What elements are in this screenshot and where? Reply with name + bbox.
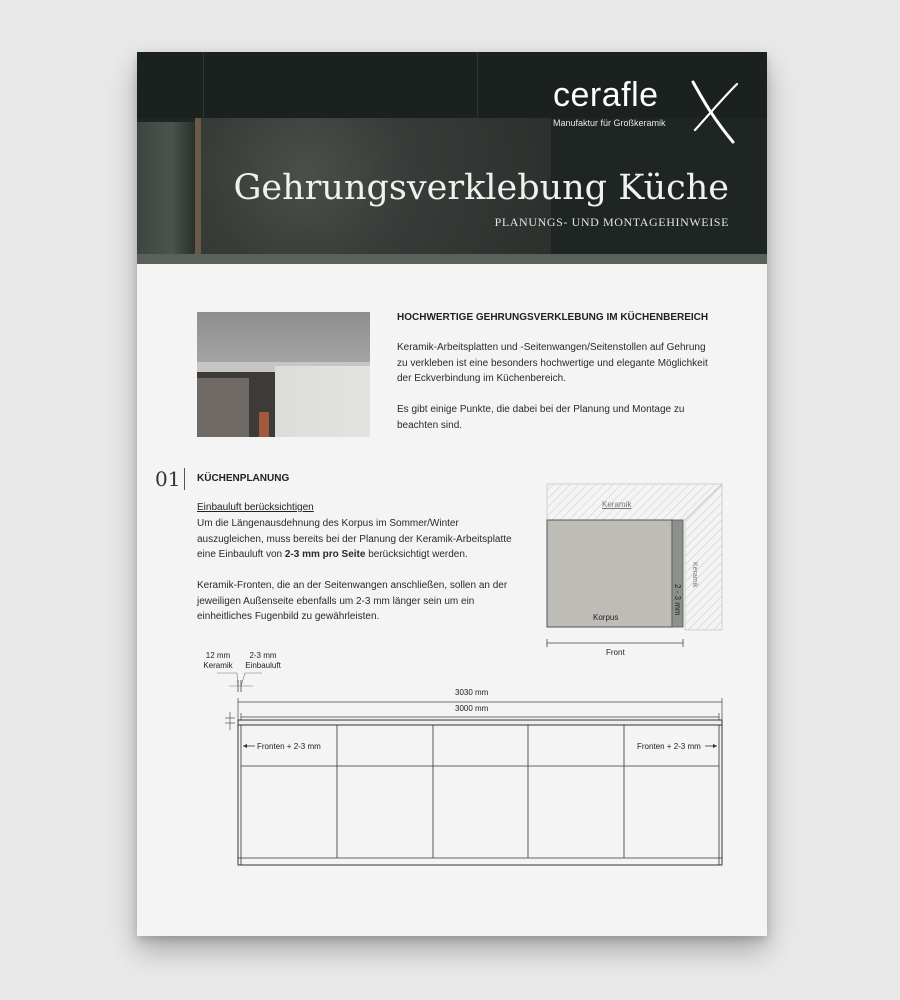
outer-width-label: 3030 mm bbox=[455, 688, 489, 697]
fronten-left-label: Fronten + 2-3 mm bbox=[257, 742, 321, 751]
keramik-thickness-caption: Keramik bbox=[203, 661, 233, 670]
brochure-page bbox=[137, 52, 767, 936]
ceramic-label-top: Keramik bbox=[602, 500, 632, 509]
korpus-label: Korpus bbox=[593, 613, 619, 622]
paragraph-text: Um die Längenausdehnung des Korpus im Sommer/Winter auszugleichen, muss bereits bei der Planung der Keramik-Arbeitsplatte eine Einbauluft von bbox=[197, 518, 512, 560]
front-label: Front bbox=[606, 648, 625, 657]
intro-paragraph: Es gibt einige Punkte, die dabei bei der Planung und Montage zu beachten sind. bbox=[397, 404, 685, 431]
intro-heading: HOCHWERTIGE GEHRUNGSVERKLEBUNG IM KÜCHENBEREICH bbox=[397, 312, 709, 323]
ceramic-label-side: Keramik bbox=[691, 562, 698, 588]
keramik-thickness-value: 12 mm bbox=[205, 651, 231, 660]
page-title: Gehrungsverklebung Küche bbox=[233, 168, 729, 208]
fronten-right-label: Fronten + 2-3 mm bbox=[637, 742, 701, 751]
section-number: 01 bbox=[155, 467, 181, 491]
kitchen-elevation-diagram bbox=[137, 52, 767, 936]
section-title: KÜCHENPLANUNG bbox=[197, 473, 290, 484]
worktop bbox=[238, 720, 722, 725]
einbauluft-caption: Einbauluft bbox=[245, 661, 281, 670]
einbauluft-value: 2-3 mm bbox=[249, 651, 277, 660]
section-paragraph: Keramik-Fronten, die an der Seitenwangen anschließen, sollen an der jeweiligen Außenseite ebenfalls um 2-3 mm länger sein um ein einheitliches Fugenbild zu gewährleisten. bbox=[197, 580, 508, 622]
inner-width-label: 3000 mm bbox=[455, 704, 489, 713]
paragraph-text: berücksichtigt werden. bbox=[365, 549, 468, 560]
gap-label: 2 - 3 mm bbox=[673, 584, 682, 616]
page-subtitle: PLANUNGS- UND MONTAGEHINWEISE bbox=[494, 215, 729, 229]
brand-tagline: Manufaktur für Großkeramik bbox=[553, 118, 666, 128]
brand-logo-wordmark: cerafle bbox=[553, 76, 659, 114]
paragraph-emphasis: 2-3 mm pro Seite bbox=[284, 549, 366, 560]
section-subheading: Einbauluft berücksichtigen bbox=[197, 502, 314, 513]
intro-paragraph: Keramik-Arbeitsplatten und -Seitenwangen/Seitenstollen auf Gehrung zu verkleben ist eine besonders hochwertige und elegante Möglichkeit der Eckverbindung im Küchenbereich. bbox=[397, 342, 708, 384]
